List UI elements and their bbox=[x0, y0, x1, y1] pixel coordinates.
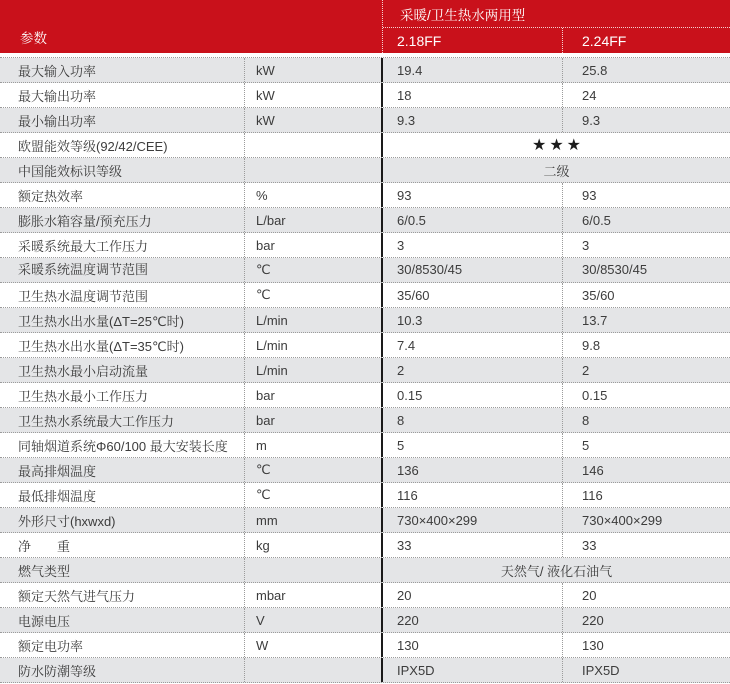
param-unit bbox=[245, 658, 383, 682]
table-row bbox=[0, 83, 730, 108]
value-model-1: 93 bbox=[383, 183, 563, 207]
param-name: 采暖系统温度调节范围 bbox=[0, 258, 245, 282]
param-unit bbox=[245, 133, 383, 157]
param-name: 中国能效标识等级 bbox=[0, 158, 245, 182]
table-row bbox=[0, 358, 730, 383]
param-unit: L/bar bbox=[245, 208, 383, 232]
value-model-2: 30/85 30/45 bbox=[582, 262, 648, 277]
param-unit: ℃ bbox=[245, 483, 383, 507]
header-model-2: 2.24FF bbox=[582, 32, 627, 49]
value-model-2: 35/60 bbox=[582, 287, 615, 303]
table-row bbox=[0, 483, 730, 508]
table-row bbox=[0, 258, 730, 283]
param-name: 欧盟能效等级(92/42/CEE) bbox=[0, 133, 245, 157]
param-name: 净 重 bbox=[0, 533, 245, 557]
param-unit: ℃ bbox=[245, 283, 383, 307]
param-unit: L/min bbox=[245, 358, 383, 382]
param-name: 卫生热水最小工作压力 bbox=[0, 383, 245, 407]
value-model-1: 0.15 bbox=[383, 383, 563, 407]
value-model-1: 3 bbox=[383, 233, 563, 257]
param-name: 卫生热水出水量(ΔT=25℃时) bbox=[0, 308, 245, 332]
table-header bbox=[0, 0, 730, 53]
param-name: 防水防潮等级 bbox=[0, 658, 245, 682]
param-name: 额定天然气进气压力 bbox=[0, 583, 245, 607]
value-model-2: 116 bbox=[582, 487, 603, 503]
value-model-2: 13.7 bbox=[582, 312, 608, 328]
table-row bbox=[0, 608, 730, 633]
table-row bbox=[0, 383, 730, 408]
value-model-2: 146 bbox=[582, 462, 604, 478]
value-model-1: 18 bbox=[383, 83, 563, 107]
param-unit: bar bbox=[245, 233, 383, 257]
value-model-1: 10.3 bbox=[383, 308, 563, 332]
table-row bbox=[0, 183, 730, 208]
param-unit: bar bbox=[245, 408, 383, 432]
param-unit: bar bbox=[245, 383, 383, 407]
table-row bbox=[0, 558, 730, 583]
value-model-2: 9.3 bbox=[582, 112, 601, 128]
value-model-2: 20 bbox=[582, 587, 597, 603]
header-model-1: 2.18FF bbox=[383, 28, 563, 53]
value-model-1: 116 bbox=[383, 483, 563, 507]
param-name: 卫生热水出水量(ΔT=35℃时) bbox=[0, 333, 245, 357]
table-row bbox=[0, 108, 730, 133]
value-model-2: 93 bbox=[582, 187, 597, 203]
table-row bbox=[0, 233, 730, 258]
param-unit: L/min bbox=[245, 308, 383, 332]
table-row bbox=[0, 58, 730, 83]
table-row bbox=[0, 533, 730, 558]
param-name: 卫生热水最小启动流量 bbox=[0, 358, 245, 382]
value-span: 二级 bbox=[543, 163, 570, 179]
param-name: 燃气类型 bbox=[0, 558, 245, 582]
value-model-1: 2 bbox=[383, 358, 563, 382]
table-row bbox=[0, 283, 730, 308]
param-unit: mbar bbox=[245, 583, 383, 607]
param-unit: W bbox=[245, 633, 383, 657]
value-model-2: 730×400×299 bbox=[582, 512, 663, 528]
value-model-2: 9.8 bbox=[582, 337, 601, 353]
param-unit: kg bbox=[245, 533, 383, 557]
param-unit: % bbox=[245, 183, 383, 207]
param-name: 外形尺寸(hxwxd) bbox=[0, 508, 245, 532]
value-model-2: 8 bbox=[582, 412, 590, 428]
value-model-2: 220 bbox=[582, 612, 604, 628]
param-name: 卫生热水温度调节范围 bbox=[0, 283, 245, 307]
param-name: 最大输出功率 bbox=[0, 83, 245, 107]
table-row bbox=[0, 133, 730, 158]
param-unit bbox=[245, 158, 383, 182]
param-name: 卫生热水系统最大工作压力 bbox=[0, 408, 245, 432]
table-row bbox=[0, 633, 730, 658]
param-unit: kW bbox=[245, 108, 383, 132]
table-row bbox=[0, 508, 730, 533]
value-model-1: 5 bbox=[383, 433, 563, 457]
table-row bbox=[0, 408, 730, 433]
table-row bbox=[0, 333, 730, 358]
header-param-label: 参数 bbox=[0, 0, 383, 53]
param-unit: kW bbox=[245, 83, 383, 107]
table-row bbox=[0, 433, 730, 458]
table-row bbox=[0, 458, 730, 483]
value-span: ★★★ bbox=[531, 137, 585, 154]
param-name: 最低排烟温度 bbox=[0, 483, 245, 507]
param-name: 额定电功率 bbox=[0, 633, 245, 657]
param-unit: ℃ bbox=[245, 458, 383, 482]
value-model-1: 33 bbox=[383, 533, 563, 557]
param-name: 同轴烟道系统Φ60/100 最大安装长度 bbox=[0, 433, 245, 457]
value-model-1: 136 bbox=[383, 458, 563, 482]
value-model-2: 0.15 bbox=[582, 387, 608, 403]
value-model-2: 33 bbox=[582, 537, 597, 553]
param-name: 最大输入功率 bbox=[0, 58, 245, 82]
value-model-1: 19.4 bbox=[383, 58, 563, 82]
value-model-2: 6/0.5 bbox=[582, 212, 611, 228]
value-model-2: 5 bbox=[582, 437, 590, 453]
param-unit: ℃ bbox=[245, 258, 383, 282]
param-name: 采暖系统最大工作压力 bbox=[0, 233, 245, 257]
value-model-2: 25.8 bbox=[582, 62, 608, 78]
header-group-label: 采暖/卫生热水两用型 bbox=[383, 0, 730, 28]
param-name: 额定热效率 bbox=[0, 183, 245, 207]
value-span: 天然气/ 液化石油气 bbox=[500, 563, 613, 579]
value-model-1: 30/85 30/45 bbox=[383, 258, 563, 282]
table-row bbox=[0, 158, 730, 183]
value-model-2: 130 bbox=[582, 637, 604, 653]
value-model-2: 24 bbox=[582, 87, 597, 103]
value-model-1: 130 bbox=[383, 633, 563, 657]
param-unit bbox=[245, 558, 383, 582]
value-model-1: 6/0.5 bbox=[383, 208, 563, 232]
param-name: 最小输出功率 bbox=[0, 108, 245, 132]
table-row bbox=[0, 583, 730, 608]
param-name: 最高排烟温度 bbox=[0, 458, 245, 482]
table-row bbox=[0, 208, 730, 233]
value-model-1: 20 bbox=[383, 583, 563, 607]
value-model-2: 2 bbox=[582, 362, 590, 378]
param-name: 电源电压 bbox=[0, 608, 245, 632]
value-model-1: 35/60 bbox=[383, 283, 563, 307]
table-body bbox=[0, 57, 730, 683]
value-model-2: IPX5D bbox=[582, 662, 620, 678]
value-model-1: 7.4 bbox=[383, 333, 563, 357]
param-unit: V bbox=[245, 608, 383, 632]
value-model-1: 9.3 bbox=[383, 108, 563, 132]
value-model-1: IPX5D bbox=[383, 658, 563, 682]
table-row bbox=[0, 308, 730, 333]
table-row bbox=[0, 658, 730, 683]
param-unit: kW bbox=[245, 58, 383, 82]
param-name: 膨胀水箱容量/预充压力 bbox=[0, 208, 245, 232]
value-model-1: 730×400×299 bbox=[383, 508, 563, 532]
value-model-1: 220 bbox=[383, 608, 563, 632]
value-model-2: 3 bbox=[582, 237, 590, 253]
param-unit: mm bbox=[245, 508, 383, 532]
param-unit: L/min bbox=[245, 333, 383, 357]
value-model-1: 8 bbox=[383, 408, 563, 432]
param-unit: m bbox=[245, 433, 383, 457]
